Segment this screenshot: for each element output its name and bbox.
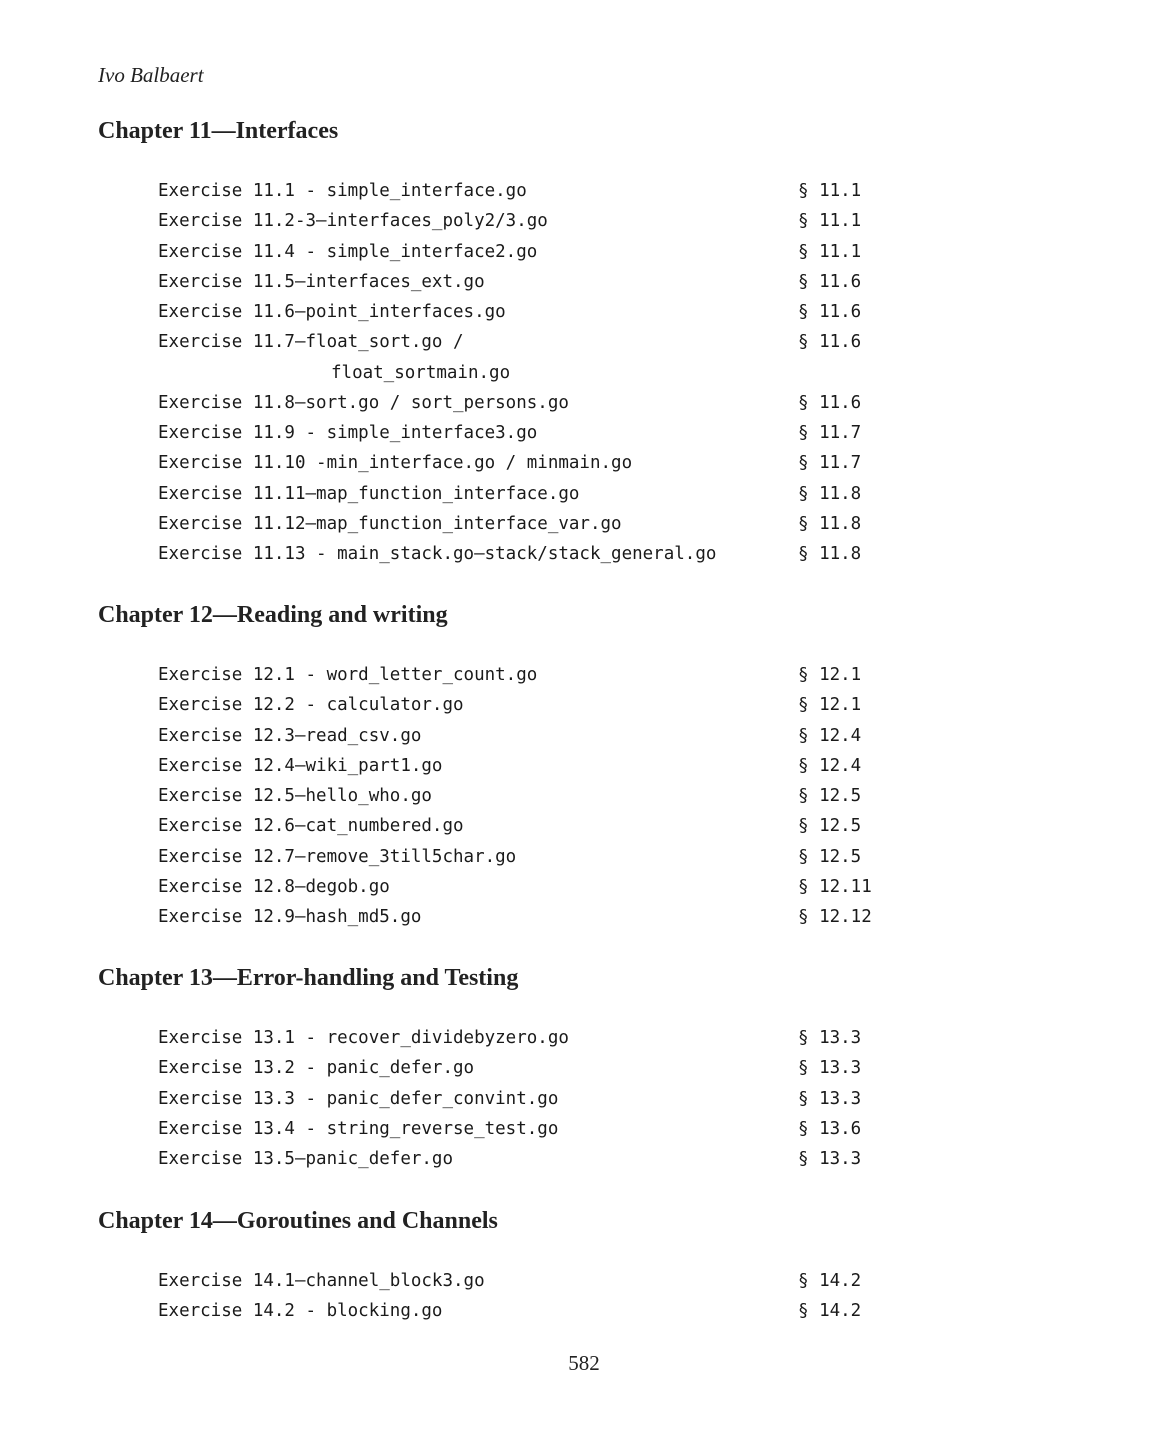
exercise-row xyxy=(158,1023,958,1053)
section-reference: § 12.4 xyxy=(798,755,862,776)
exercise-label: Exercise 13.1 - recover_dividebyzero.go xyxy=(158,1028,569,1048)
exercise-label: Exercise 11.12—map_function_interface_var.go xyxy=(158,513,622,534)
exercise-row xyxy=(158,206,958,236)
section-reference: § 12.1 xyxy=(798,695,862,716)
exercise-list xyxy=(158,660,958,932)
section-reference: § 11.6 xyxy=(798,302,862,322)
exercise-row xyxy=(158,660,958,690)
section-reference: § 11.1 xyxy=(798,181,862,201)
section-reference: § 13.3 xyxy=(798,1149,862,1169)
exercise-row xyxy=(158,1296,958,1326)
section-reference: § 11.6 xyxy=(798,271,862,292)
exercise-row xyxy=(158,267,958,297)
exercise-label: Exercise 14.2 - blocking.go xyxy=(158,1301,443,1322)
chapter-title: Chapter 11—Interfaces xyxy=(98,118,339,144)
exercise-label: Exercise 11.9 - simple_interface3.go xyxy=(158,423,538,443)
section-reference: § 11.6 xyxy=(798,332,862,353)
exercise-row xyxy=(158,1266,958,1296)
section-reference: § 12.5 xyxy=(798,786,862,806)
section-reference: § 11.6 xyxy=(798,392,862,413)
page-number: 582 xyxy=(568,1351,600,1375)
section-reference: § 11.1 xyxy=(798,241,862,262)
exercise-label: Exercise 12.1 - word_letter_count.go xyxy=(158,665,538,685)
exercise-row xyxy=(158,842,958,872)
exercise-label-wrapped xyxy=(158,327,778,388)
exercise-row xyxy=(158,237,958,267)
chapter-title: Chapter 12—Reading and writing xyxy=(98,602,448,628)
section-reference: § 11.8 xyxy=(798,513,862,534)
section-reference: § 12.5 xyxy=(798,816,862,837)
exercise-label: Exercise 12.8—degob.go xyxy=(158,876,390,897)
exercise-label: Exercise 11.5—interfaces_ext.go xyxy=(158,271,485,292)
exercise-label: Exercise 11.1 - simple_interface.go xyxy=(158,181,527,201)
section-reference: § 12.12 xyxy=(798,907,872,927)
exercise-label: Exercise 11.10 -min_interface.go / minmain.go xyxy=(158,453,633,474)
section-reference: § 12.11 xyxy=(798,876,872,897)
exercise-label: Exercise 13.5—panic_defer.go xyxy=(158,1149,454,1169)
section-reference: § 11.7 xyxy=(798,453,862,474)
exercise-label: Exercise 11.7—float_sort.go / xyxy=(158,332,464,353)
exercise-label: Exercise 12.6—cat_numbered.go xyxy=(158,816,464,837)
exercise-row xyxy=(158,1114,958,1144)
section-reference: § 12.5 xyxy=(798,846,862,867)
exercise-label: Exercise 12.7—remove_3till5char.go xyxy=(158,846,517,867)
section-reference: § 13.6 xyxy=(798,1118,862,1139)
exercise-row xyxy=(158,297,958,327)
exercise-row xyxy=(158,872,958,902)
exercise-row xyxy=(158,327,958,388)
section-reference: § 14.2 xyxy=(798,1301,862,1322)
exercise-row xyxy=(158,1084,958,1114)
exercise-row xyxy=(158,479,958,509)
exercise-label: Exercise 12.2 - calculator.go xyxy=(158,695,464,716)
section-reference: § 11.8 xyxy=(798,544,862,564)
exercise-row xyxy=(158,902,958,932)
exercise-row xyxy=(158,388,958,418)
section-reference: § 11.1 xyxy=(798,211,862,232)
exercise-label: Exercise 11.8—sort.go / sort_persons.go xyxy=(158,392,569,413)
exercise-label: Exercise 12.5—hello_who.go xyxy=(158,786,432,806)
exercise-label: Exercise 11.6—point_interfaces.go xyxy=(158,302,506,322)
chapter-title: Chapter 14—Goroutines and Channels xyxy=(98,1208,498,1234)
section-reference: § 11.7 xyxy=(798,423,862,443)
exercise-row xyxy=(158,781,958,811)
exercise-row xyxy=(158,721,958,751)
section-reference: § 12.4 xyxy=(798,725,862,746)
exercise-label: Exercise 11.2-3—interfaces_poly2/3.go xyxy=(158,211,548,232)
exercise-label: Exercise 14.1—channel_block3.go xyxy=(158,1271,485,1291)
exercise-row xyxy=(158,690,958,720)
exercise-label: Exercise 11.4 - simple_interface2.go xyxy=(158,241,538,262)
section-reference: § 13.3 xyxy=(798,1088,862,1109)
chapter-title: Chapter 13—Error-handling and Testing xyxy=(98,965,519,991)
exercise-list xyxy=(158,176,958,569)
exercise-row xyxy=(158,418,958,448)
exercise-list xyxy=(158,1266,958,1327)
exercise-label: Exercise 13.4 - string_reverse_test.go xyxy=(158,1118,559,1139)
exercise-row xyxy=(158,1144,958,1174)
section-reference: § 13.3 xyxy=(798,1058,862,1079)
exercise-row xyxy=(158,509,958,539)
exercise-label: Exercise 11.11—map_function_interface.go xyxy=(158,483,580,504)
exercise-label: Exercise 13.2 - panic_defer.go xyxy=(158,1058,475,1079)
section-reference: § 13.3 xyxy=(798,1028,862,1048)
exercise-row xyxy=(158,448,958,478)
section-reference: § 12.1 xyxy=(798,665,862,685)
section-reference: § 14.2 xyxy=(798,1271,862,1291)
section-reference: § 11.8 xyxy=(798,483,862,504)
exercise-list xyxy=(158,1023,958,1174)
exercise-label: Exercise 12.3—read_csv.go xyxy=(158,725,422,746)
exercise-row xyxy=(158,1053,958,1083)
exercise-label: Exercise 12.4—wiki_part1.go xyxy=(158,755,443,776)
exercise-row xyxy=(158,539,958,569)
exercise-row xyxy=(158,811,958,841)
exercise-row xyxy=(158,176,958,206)
exercise-label-continuation: float_sortmain.go xyxy=(331,362,511,383)
exercise-label: Exercise 13.3 - panic_defer_convint.go xyxy=(158,1088,559,1109)
exercise-label: Exercise 12.9—hash_md5.go xyxy=(158,907,422,927)
running-header-author: Ivo Balbaert xyxy=(98,63,204,87)
exercise-label: Exercise 11.13 - main_stack.go—stack/stack_general.go xyxy=(158,544,717,564)
exercise-row xyxy=(158,751,958,781)
